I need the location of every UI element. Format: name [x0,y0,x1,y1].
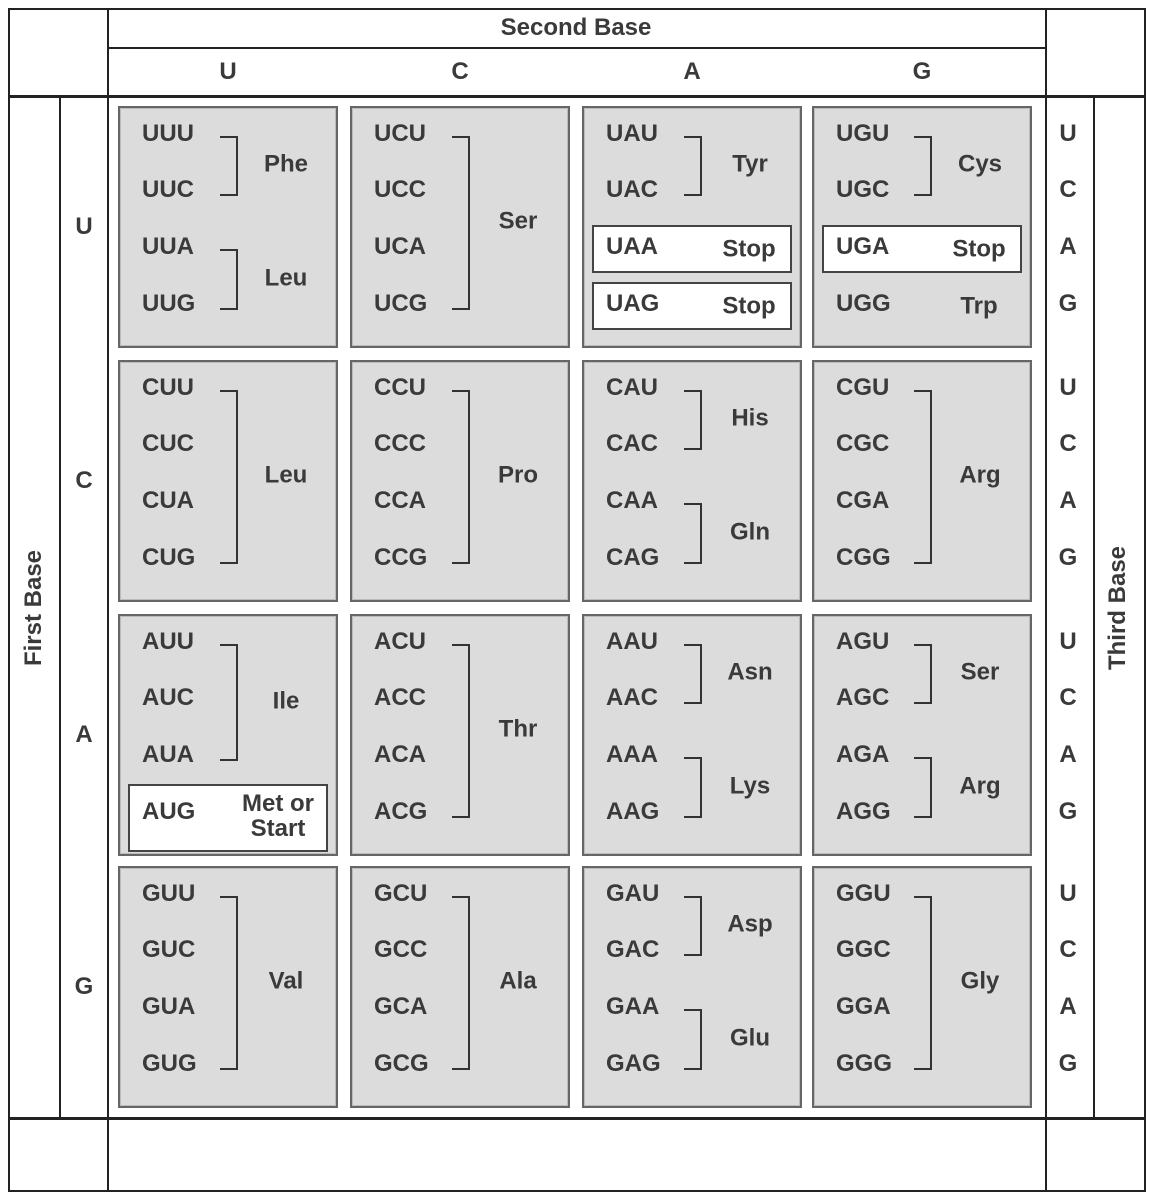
codon: UGA [836,233,890,260]
codon: AUG [142,798,196,825]
codon: CUG [142,544,196,571]
codon-cell [350,360,570,602]
codon: UGC [836,176,890,203]
codon-cell [118,360,338,602]
bracket [684,1009,702,1070]
codon-cell [350,106,570,348]
codon: AAA [606,741,658,768]
codon: ACC [374,684,426,711]
amino-acid: Ser [960,658,1000,686]
amino-acid: Tyr [732,150,768,178]
codon-cell [812,106,1032,348]
first-base-letter: C [75,467,93,494]
codon: UAC [606,176,658,203]
codon-cell [812,866,1032,1108]
codon: CGC [836,430,890,457]
codon: UGG [836,290,891,317]
codon: CGU [836,374,890,401]
amino-acid: His [731,404,769,432]
codon: UUC [142,176,194,203]
amino-acid: Met or Start [242,789,314,842]
bracket [452,896,470,1070]
bracket [914,896,932,1070]
amino-acid: Cys [957,150,1003,178]
codon: UCU [374,120,426,147]
codon-cell [812,360,1032,602]
bracket [452,390,470,564]
grid-line [108,47,1046,49]
codon: AUC [142,684,194,711]
bracket [684,503,702,564]
codon: UAU [606,120,658,147]
codon-cell [582,614,802,856]
amino-acid: Stop [722,292,776,320]
codon: UAA [606,233,658,260]
bracket [452,136,470,310]
second-base-letter: C [451,58,469,85]
codon: UGU [836,120,890,147]
codon: CAU [606,374,658,401]
third-base-letter: C [1059,430,1077,457]
amino-acid: Stop [722,235,776,263]
codon: AGA [836,741,890,768]
grid-line [1093,96,1095,1118]
third-base-letter: G [1058,798,1078,825]
codon: CUA [142,487,194,514]
codon: ACG [374,798,428,825]
amino-acid: Phe [263,150,309,178]
first-base-letter: A [75,721,93,748]
codon: AAU [606,628,658,655]
codon-cell [350,614,570,856]
third-base-letter: C [1059,176,1077,203]
codon: UCA [374,233,426,260]
amino-acid: Leu [264,461,308,489]
grid-line [59,96,61,1118]
codon-cell [118,106,338,348]
bracket [220,249,238,310]
codon: CCU [374,374,426,401]
bracket [452,644,470,818]
codon: GAU [606,880,660,907]
grid-line [1045,8,1047,1192]
amino-acid: Thr [498,715,538,743]
amino-acid: Lys [729,771,771,799]
third-base-letter: G [1058,544,1078,571]
first-base-letter: U [75,213,93,240]
codon: AGU [836,628,890,655]
bracket [220,390,238,564]
amino-acid: Stop [952,235,1006,263]
codon-cell [582,106,802,348]
codon-cell [582,866,802,1108]
amino-acid: Arg [959,771,1001,799]
codon: GUG [142,1050,197,1077]
codon: CAC [606,430,658,457]
codon: CAA [606,487,658,514]
codon: UCG [374,290,428,317]
codon: GCU [374,880,428,907]
amino-acid: Arg [959,461,1001,489]
codon: GAG [606,1050,661,1077]
third-base-letter: U [1059,628,1077,655]
bracket [684,136,702,196]
codon: CUU [142,374,194,401]
amino-acid: Glu [730,1023,770,1051]
codon: CGG [836,544,891,571]
codon-cell [350,866,570,1108]
bracket [684,896,702,956]
bracket [684,390,702,450]
bracket [914,136,932,196]
amino-acid: Trp [960,292,998,320]
amino-acid: Val [268,967,304,995]
grid-line [1144,8,1146,1192]
bracket [914,757,932,818]
codon: ACA [374,741,426,768]
amino-acid: Asn [727,658,773,686]
codon: UCC [374,176,426,203]
codon: GCA [374,993,428,1020]
codon: GGA [836,993,891,1020]
third-base-letter: C [1059,936,1077,963]
third-base-letter: A [1059,487,1077,514]
third-base-letter: A [1059,233,1077,260]
codon: CCG [374,544,428,571]
codon: AGC [836,684,890,711]
codon: UUU [142,120,194,147]
bracket [220,644,238,761]
grid-line [8,95,1146,98]
grid-line [8,8,10,1192]
third-base-letter: G [1058,1050,1078,1077]
codon-cell [812,614,1032,856]
codon: CCA [374,487,426,514]
codon: CUC [142,430,194,457]
codon: GAC [606,936,660,963]
codon: GGC [836,936,891,963]
codon-cell [118,614,338,856]
third-base-letter: A [1059,741,1077,768]
codon: GGU [836,880,891,907]
codon-cell [582,360,802,602]
bracket [220,896,238,1070]
codon: GUC [142,936,196,963]
first-base-letter: G [74,973,94,1000]
third-base-letter: U [1059,880,1077,907]
codon: GUA [142,993,196,1020]
amino-acid: Leu [264,263,308,291]
codon: GAA [606,993,660,1020]
third-base-letter: U [1059,120,1077,147]
amino-acid: Ala [499,967,537,995]
codon: UUG [142,290,196,317]
grid-line [8,8,1146,10]
codon: UAG [606,290,660,317]
third-base-letter: A [1059,993,1077,1020]
codon: CGA [836,487,890,514]
codon: AGG [836,798,891,825]
codon: GCC [374,936,428,963]
bracket [914,644,932,704]
amino-acid: Gly [960,967,1000,995]
grid-line [8,1190,1146,1192]
codon: GUU [142,880,196,907]
bracket [914,390,932,564]
bracket [684,757,702,818]
codon: AUA [142,741,194,768]
bracket [684,644,702,704]
codon: AUU [142,628,194,655]
codon: CAG [606,544,660,571]
second-base-letter: U [219,58,237,85]
grid-line [8,1117,1146,1120]
second-base-letter: G [912,58,932,85]
amino-acid: Pro [497,461,539,489]
amino-acid: Gln [730,517,770,545]
amino-acid: Ser [498,207,538,235]
third-base-letter: C [1059,684,1077,711]
second-base-title: Second Base [500,14,652,41]
codon: AAG [606,798,660,825]
amino-acid: Asp [727,910,773,938]
second-base-letter: A [683,58,701,85]
codon: CCC [374,430,426,457]
codon: UUA [142,233,194,260]
amino-acid: Ile [272,686,300,714]
codon-cell [118,866,338,1108]
bracket [220,136,238,196]
codon: GGG [836,1050,893,1077]
codon: GCG [374,1050,429,1077]
codon: ACU [374,628,426,655]
first-base-title: First Base [20,549,47,667]
third-base-letter: G [1058,290,1078,317]
third-base-letter: U [1059,374,1077,401]
codon: AAC [606,684,658,711]
grid-line [107,8,109,1192]
third-base-title: Third Base [1104,545,1131,671]
